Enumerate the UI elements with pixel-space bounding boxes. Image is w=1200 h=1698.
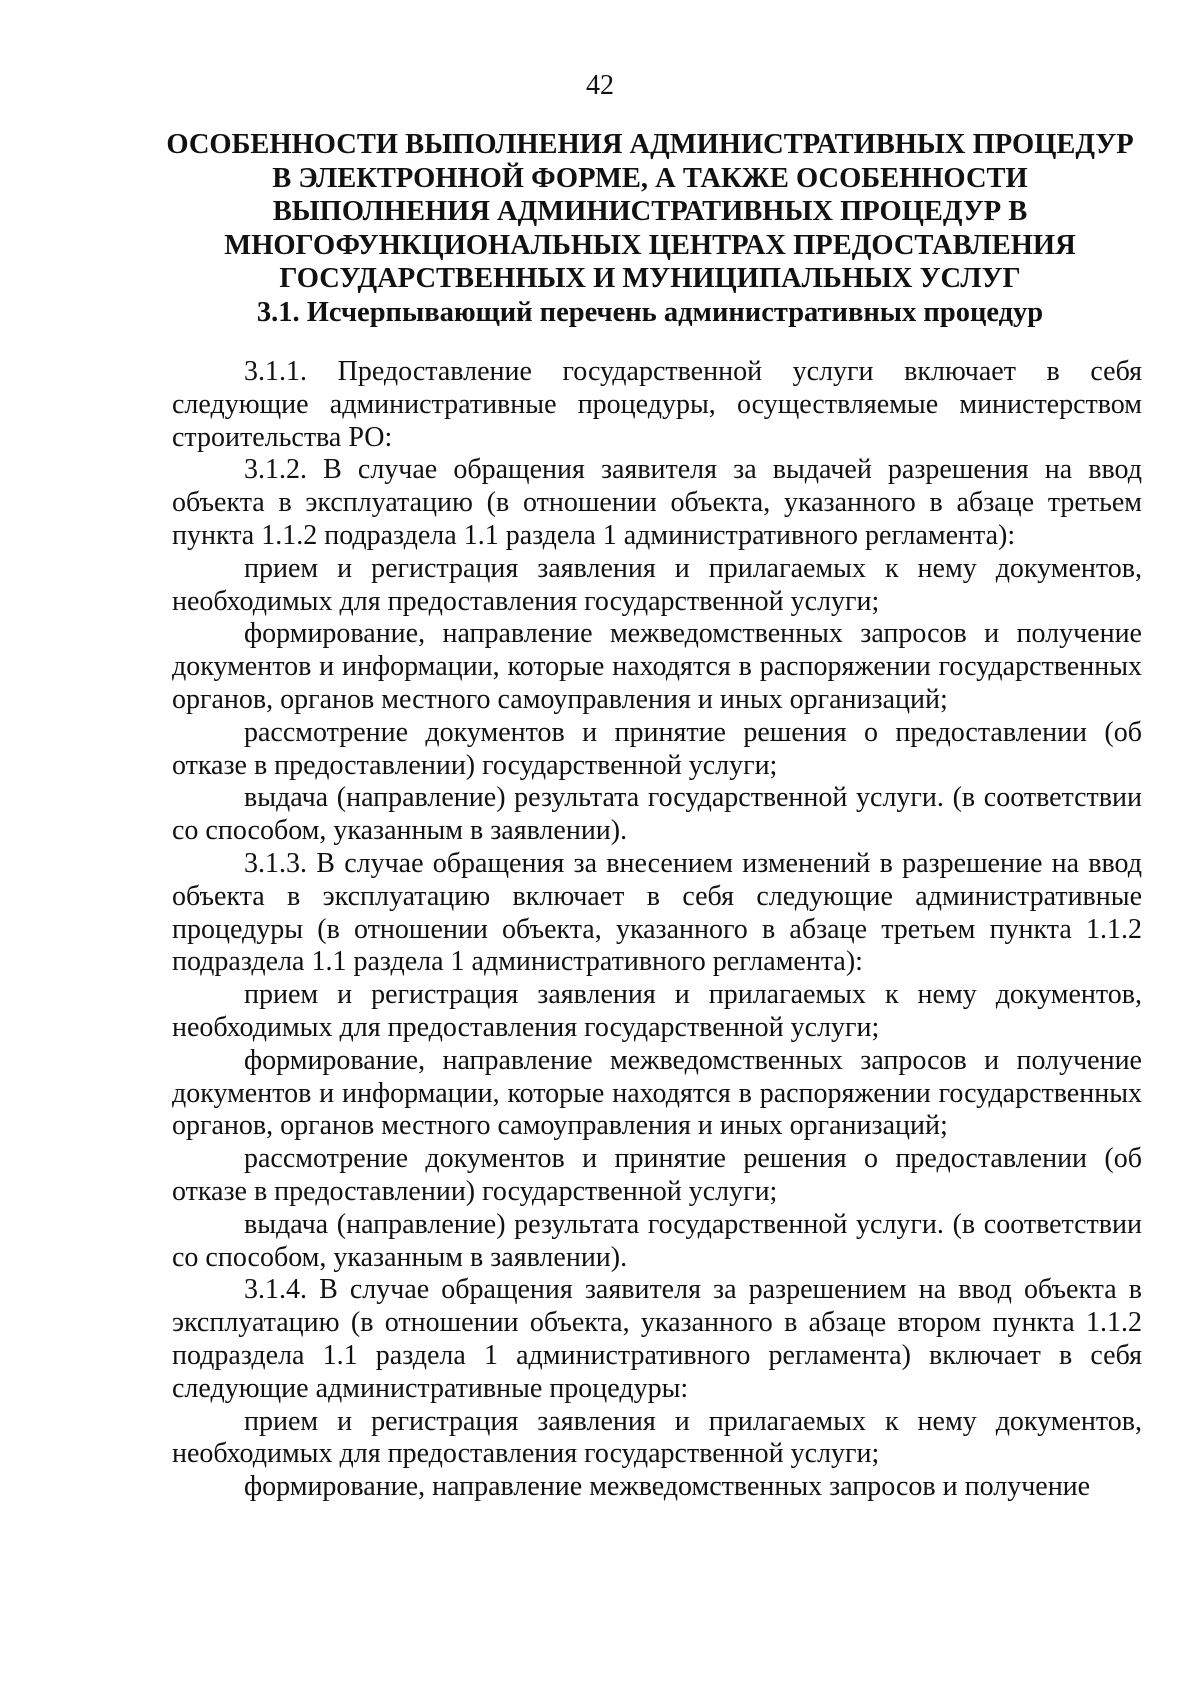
paragraph: рассмотрение документов и принятие решения о предоставлении (об отказе в предоставлении) государственной услуги;	[172, 716, 1142, 781]
subsection-title: 3.1. Исчерпывающий перечень административных процедур	[256, 296, 1044, 328]
paragraph: выдача (направление) результата государственной услуги. (в соответствии со способом, указанным в заявлении).	[172, 1208, 1142, 1273]
heading-line: ГОСУДАРСТВЕННЫХ И МУНИЦИПАЛЬНЫХ УСЛУГ	[279, 263, 1021, 294]
heading-line: В ЭЛЕКТРОННОЙ ФОРМЕ, А ТАКЖЕ ОСОБЕННОСТИ	[272, 162, 1028, 194]
heading-line: ВЫПОЛНЕНИЯ АДМИНИСТРАТИВНЫХ ПРОЦЕДУР В	[272, 196, 1028, 227]
paragraph: 3.1.2. В случае обращения заявителя за выдачей разрешения на ввод объекта в эксплуатацию (в отношении объекта, указанного в абзаце третьем пункта 1.1.2 подраздела 1.1 раздела 1 административного регламента):	[172, 454, 1142, 551]
paragraph: 3.1.3. В случае обращения за внесением изменений в разрешение на ввод объекта в эксплуатацию включает в себя следующие административные процедуры (в отношении объекта, указанного в абзаце третьем пункта 1.1.2 подраздела 1.1 раздела 1 административного регламента):	[172, 847, 1142, 978]
paragraph: выдача (направление) результата государственной услуги. (в соответствии со способом, указанным в заявлении).	[172, 782, 1142, 847]
paragraph: формирование, направление межведомственных запросов и получение документов и информации, которые находятся в распоряжении государственных органов, органов местного самоуправления и иных организаций;	[172, 1044, 1142, 1142]
body-text	[172, 356, 1142, 1504]
paragraph: формирование, направление межведомственных запросов и получение документов и информации, которые находятся в распоряжении государственных органов, органов местного самоуправления и иных организаций;	[172, 618, 1142, 715]
heading-line: МНОГОФУНКЦИОНАЛЬНЫХ ЦЕНТРАХ ПРЕДОСТАВЛЕНИЯ	[224, 229, 1076, 261]
paragraph: прием и регистрация заявления и прилагаемых к нему документов, необходимых для предоставления государственной услуги;	[172, 979, 1142, 1043]
paragraph: 3.1.1. Предоставление государственной услуги включает в себя следующие административные процедуры, осуществляемые министерством строительства РО:	[172, 356, 1142, 453]
paragraph: рассмотрение документов и принятие решения о предоставлении (об отказе в предоставлении) государственной услуги;	[172, 1143, 1142, 1207]
paragraph: формирование, направление межведомственных запросов и получение	[244, 1471, 1091, 1503]
paragraph: прием и регистрация заявления и прилагаемых к нему документов, необходимых для предоставления государственной услуги;	[172, 1405, 1142, 1470]
paragraph: 3.1.4. В случае обращения заявителя за разрешением на ввод объекта в эксплуатацию (в отношении объекта, указанного в абзаце втором пункта 1.1.2 подраздела 1.1 раздела 1 административного регламента) включает в себя следующие административные процедуры:	[172, 1274, 1142, 1404]
section-heading	[150, 128, 1150, 329]
page-number: 42	[586, 70, 614, 101]
paragraph: прием и регистрация заявления и прилагаемых к нему документов, необходимых для предоставления государственной услуги;	[172, 552, 1142, 617]
heading-line: ОСОБЕННОСТИ ВЫПОЛНЕНИЯ АДМИНИСТРАТИВНЫХ ПРОЦЕДУР	[166, 129, 1134, 160]
